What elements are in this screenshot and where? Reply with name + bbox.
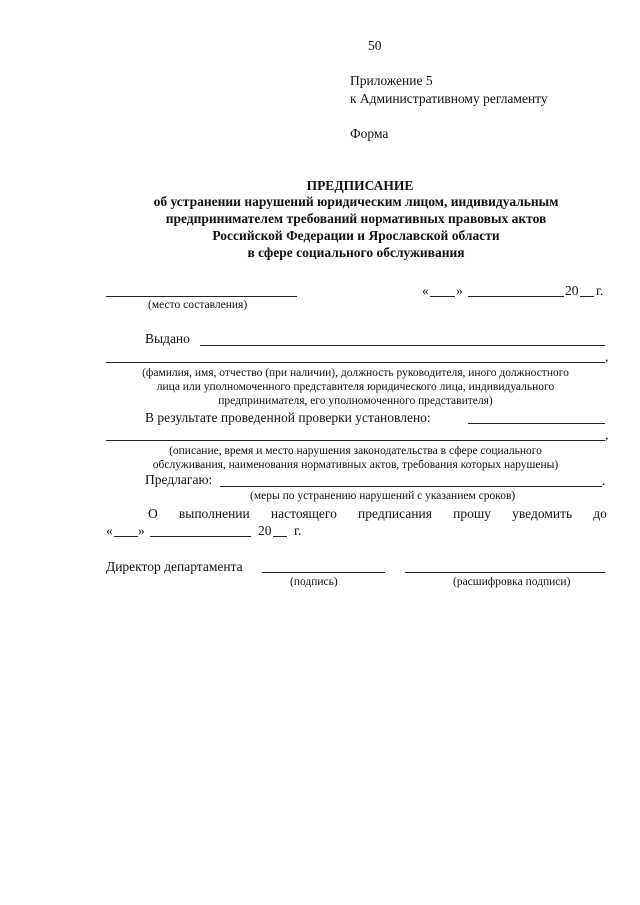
signature-blank[interactable]	[262, 572, 385, 573]
notify-month-blank[interactable]	[150, 536, 251, 537]
issued-caption-line-1: (фамилия, имя, отчество (при наличии), должность руководителя, иного должностного	[142, 367, 569, 379]
form-label: Форма	[350, 126, 389, 141]
document-title-line-3: Российской Федерации и Ярославской области	[212, 228, 500, 243]
findings-caption-line-1: (описание, время и место нарушения законодательства в сфере социального	[169, 445, 542, 457]
document-heading: ПРЕДПИСАНИЕ	[306, 178, 414, 193]
notify-year-blank[interactable]	[273, 536, 287, 537]
place-blank[interactable]	[106, 296, 297, 297]
proposal-label: Предлагаю:	[145, 472, 213, 487]
issued-caption-line-2: лица или уполномоченного представителя юридического лица, индивидуального	[156, 381, 555, 393]
signature-decoding-blank[interactable]	[405, 572, 605, 573]
date-year-suffix: г.	[596, 283, 604, 298]
date-day-blank[interactable]	[430, 296, 455, 297]
appendix-line-2: к Административному регламенту	[350, 91, 548, 106]
notify-year-suffix: г.	[294, 523, 302, 538]
notify-word: прошу	[453, 506, 491, 521]
notify-word: предписания	[358, 506, 432, 521]
proposal-dot: .	[602, 473, 606, 488]
issued-blank-1[interactable]	[200, 345, 605, 346]
date-month-blank[interactable]	[468, 296, 564, 297]
proposal-blank[interactable]	[220, 486, 602, 487]
findings-label: В результате проведенной проверки установлено:	[145, 410, 431, 425]
page-number: 50	[368, 38, 382, 53]
findings-blank-2[interactable]	[106, 440, 605, 441]
findings-caption-line-2: обслуживания, наименования нормативных актов, требования которых нарушены)	[152, 459, 559, 471]
document-title-line-1: об устранении нарушений юридическим лицом, индивидуальным	[153, 194, 559, 209]
notify-quote-close: »	[138, 523, 145, 538]
place-caption: (место составления)	[148, 299, 248, 311]
notify-word: выполнении	[178, 506, 250, 521]
signature-decoding-caption: (расшифровка подписи)	[453, 576, 571, 588]
signature-caption: (подпись)	[290, 576, 338, 588]
date-year-prefix: 20	[565, 283, 579, 298]
director-label: Директор департамента	[106, 559, 243, 574]
findings-comma: ,	[605, 427, 609, 442]
findings-blank-1[interactable]	[468, 423, 605, 424]
notify-day-blank[interactable]	[114, 536, 138, 537]
notify-quote-open: «	[106, 523, 113, 538]
proposal-caption: (меры по устранению нарушений с указанием сроков)	[250, 490, 516, 502]
date-year-blank[interactable]	[580, 296, 594, 297]
notify-year-prefix: 20	[258, 523, 272, 538]
issued-comma: ,	[605, 349, 609, 364]
appendix-line-1: Приложение 5	[350, 73, 433, 88]
date-quote-open: «	[422, 283, 429, 298]
issued-caption-line-3: предпринимателя, его уполномоченного представителя)	[218, 395, 493, 407]
issued-label: Выдано	[145, 331, 190, 346]
date-quote-close: »	[456, 283, 463, 298]
document-title-line-4: в сфере социального обслуживания	[247, 245, 465, 260]
notify-line	[148, 506, 607, 522]
document-title-line-2: предпринимателем требований нормативных правовых актов	[165, 211, 547, 226]
notify-word: уведомить	[512, 506, 573, 521]
notify-word: О	[148, 506, 158, 521]
issued-blank-2[interactable]	[106, 362, 605, 363]
notify-word: до	[593, 506, 607, 521]
notify-word: настоящего	[270, 506, 337, 521]
